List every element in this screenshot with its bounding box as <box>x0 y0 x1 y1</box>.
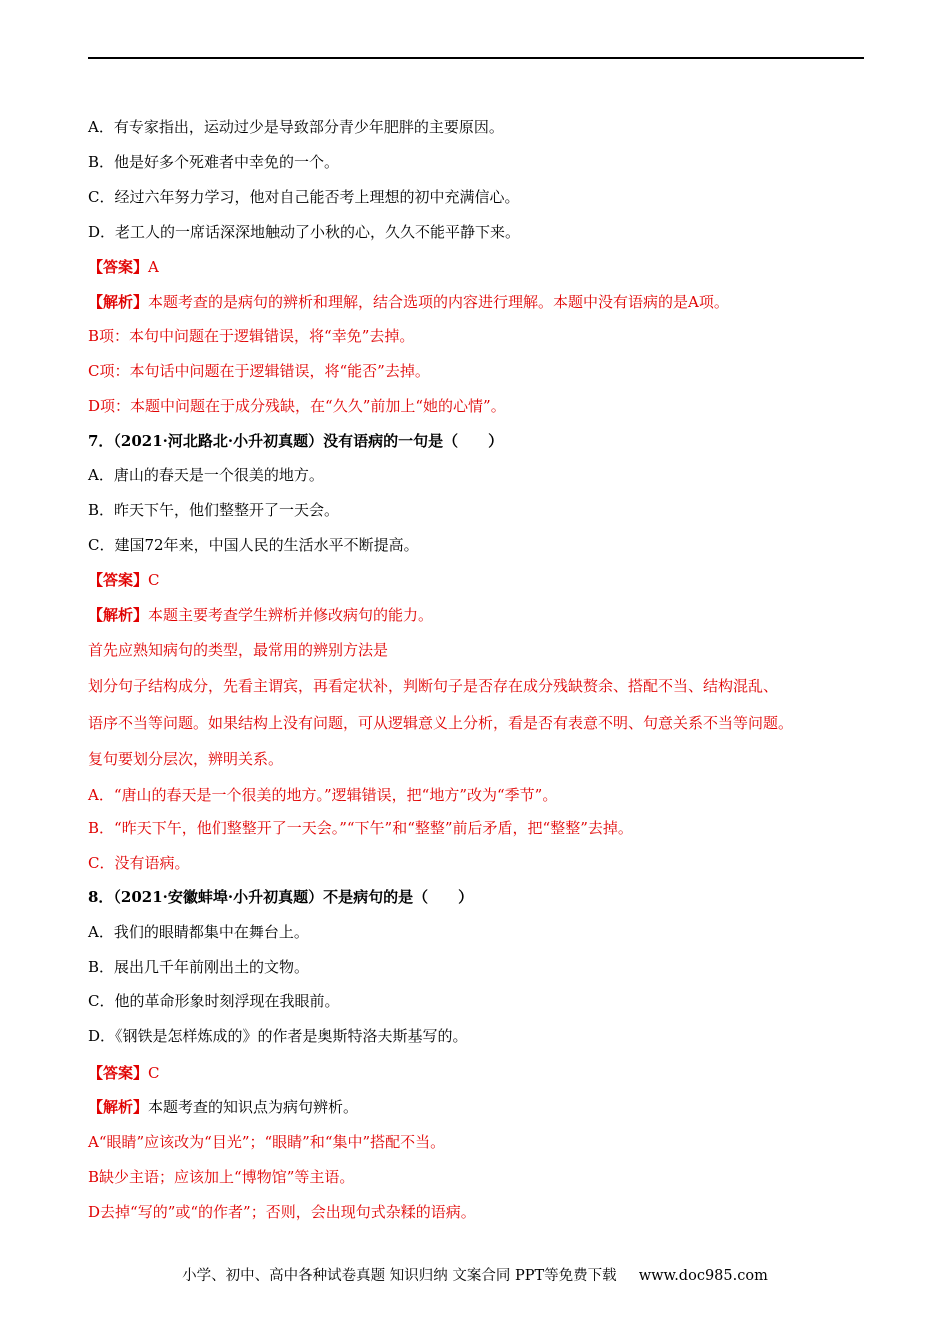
analysis-tag: 【解析】 <box>88 293 149 311</box>
q6-analysis-line: B项：本句中问题在于逻辑错误，将“幸免”去掉。 <box>88 327 415 345</box>
q8-analysis-line: D去掉“写的”或“的作者”；否则，会出现句式杂糅的语病。 <box>88 1203 476 1221</box>
q7-analysis <box>88 605 433 625</box>
q6-option-c: C．经过六年努力学习，他对自己能否考上理想的初中充满信心。 <box>88 188 520 206</box>
q7-analysis-line: 复句要划分层次，辨明关系。 <box>88 750 284 768</box>
answer-value: A <box>148 258 159 276</box>
q8-answer <box>88 1063 160 1083</box>
q8-title: 8．（2021·安徽蚌埠·小升初真题）不是病句的是（ ） <box>88 888 474 906</box>
q7-analysis-line: A．“唐山的春天是一个很美的地方。”逻辑错误，把“地方”改为“季节”。 <box>88 786 558 804</box>
q7-option-b: B．昨天下午，他们整整开了一天会。 <box>88 501 340 519</box>
q7-option-c: C．建国72年来，中国人民的生活水平不断提高。 <box>88 536 419 554</box>
q7-analysis-line: B．“昨天下午，他们整整开了一天会。”“下午”和“整整”前后矛盾，把“整整”去掉。 <box>88 819 633 837</box>
q7-answer <box>88 570 160 590</box>
analysis-text: 本题考查的是病句的辨析和理解，结合选项的内容进行理解。本题中没有语病的是A项。 <box>148 293 729 311</box>
footer-text: 小学、初中、高中各种试卷真题 知识归纳 文案合同 PPT等免费下载 <box>182 1268 617 1284</box>
answer-value: C <box>148 1064 160 1082</box>
footer-url[interactable]: www.doc985.com <box>638 1268 768 1284</box>
q7-analysis-line: 语序不当等问题。如果结构上没有问题，可从逻辑意义上分析，看是否有表意不明、句意关系不当等问题。 <box>88 714 794 732</box>
q8-option-a: A．我们的眼睛都集中在舞台上。 <box>88 923 309 941</box>
q6-analysis-line: D项：本题中问题在于成分残缺，在“久久”前加上“她的心情”。 <box>88 397 506 415</box>
answer-tag: 【答案】 <box>88 258 149 276</box>
header-rule <box>88 57 864 59</box>
q8-option-c: C．他的革命形象时刻浮现在我眼前。 <box>88 992 340 1010</box>
q6-analysis-line: C项：本句话中问题在于逻辑错误，将“能否”去掉。 <box>88 362 430 380</box>
answer-tag: 【答案】 <box>88 571 149 589</box>
q6-option-b: B．他是好多个死难者中幸免的一个。 <box>88 153 340 171</box>
q8-analysis-line: B缺少主语；应该加上“博物馆”等主语。 <box>88 1168 355 1186</box>
q8-analysis <box>88 1097 358 1117</box>
analysis-tag: 【解析】 <box>88 1098 149 1116</box>
q6-option-d: D．老工人的一席话深深地触动了小秋的心，久久不能平静下来。 <box>88 223 521 241</box>
q8-analysis-line: A“眼睛”应该改为“目光”；“眼睛”和“集中”搭配不当。 <box>88 1133 446 1151</box>
q7-title: 7．（2021·河北路北·小升初真题）没有语病的一句是（ ） <box>88 432 504 450</box>
q6-analysis <box>88 292 729 312</box>
analysis-text: 本题考查的知识点为病句辨析。 <box>148 1098 359 1116</box>
q6-answer <box>88 257 159 277</box>
q8-option-b: B．展出几千年前刚出土的文物。 <box>88 958 310 976</box>
q7-analysis-line: 首先应熟知病句的类型，最常用的辨别方法是 <box>88 641 389 659</box>
analysis-tag: 【解析】 <box>88 606 149 624</box>
page-footer <box>0 1266 950 1286</box>
q7-analysis-line: C．没有语病。 <box>88 854 190 872</box>
q7-analysis-line: 划分句子结构成分，先看主谓宾，再看定状补，判断句子是否存在成分残缺赘余、搭配不当、结构混乱、 <box>88 677 779 695</box>
answer-tag: 【答案】 <box>88 1064 149 1082</box>
q8-option-d: D．《钢铁是怎样炼成的》的作者是奥斯特洛夫斯基写的。 <box>88 1027 468 1045</box>
q7-option-a: A．唐山的春天是一个很美的地方。 <box>88 466 324 484</box>
analysis-text: 本题主要考查学生辨析并修改病句的能力。 <box>148 606 434 624</box>
answer-value: C <box>148 571 160 589</box>
q6-option-a: A．有专家指出，运动过少是导致部分青少年肥胖的主要原因。 <box>88 118 504 136</box>
